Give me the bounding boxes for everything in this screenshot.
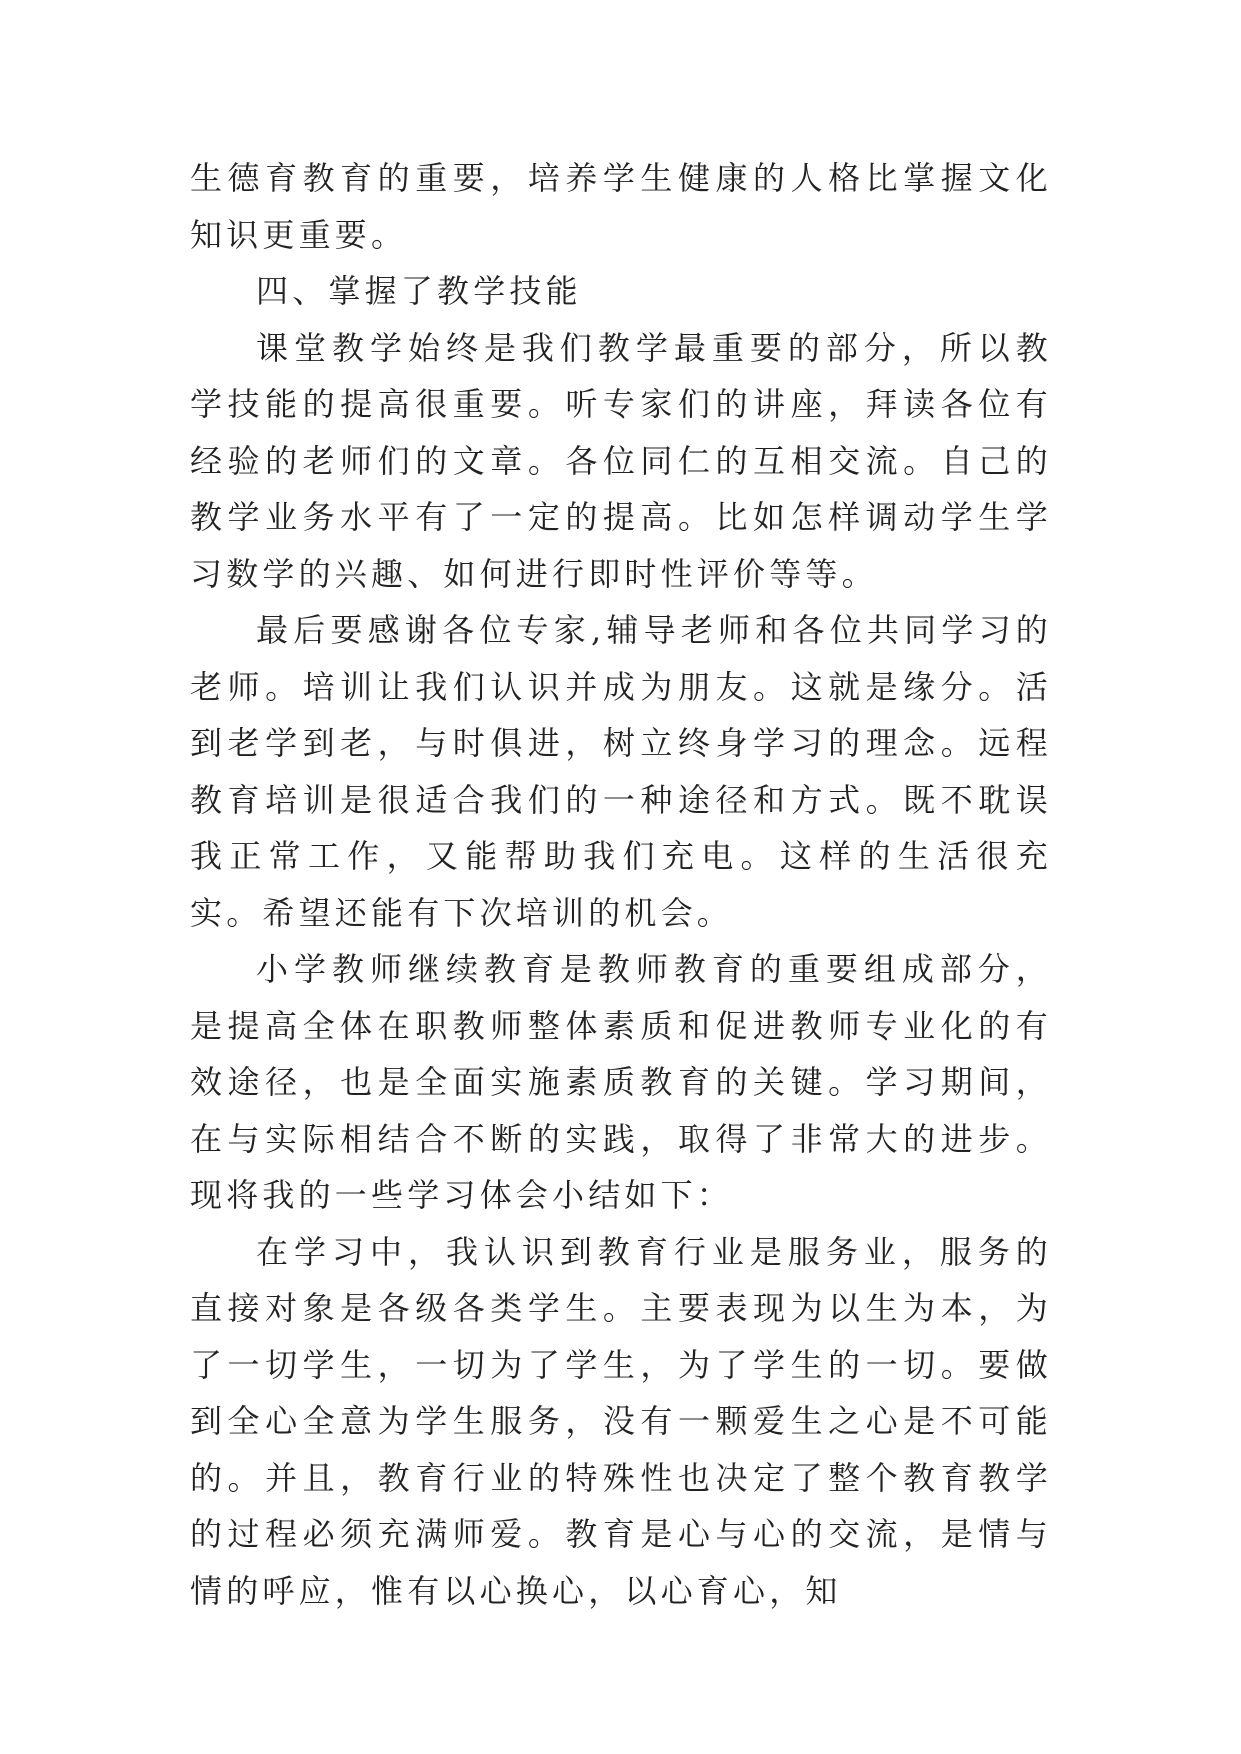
paragraph-2: 课堂教学始终是我们教学最重要的部分，所以教学技能的提高很重要。听专家们的讲座，拜读各位有经验的老师们的文章。各位同仁的互相交流。自己的教学业务水平有了一定的提高。比如怎样调动学生学习数学的兴趣、如何进行即时性评价等等。 — [190, 328, 1052, 593]
document-body — [190, 150, 1052, 1619]
paragraph-1: 生德育教育的重要，培养学生健康的人格比掌握文化知识更重要。 — [190, 159, 1052, 254]
paragraph-5: 在学习中，我认识到教育行业是服务业，服务的直接对象是各级各类学生。主要表现为以生为本，为了一切学生，一切为了学生，为了学生的一切。要做到全心全意为学生服务，没有一颗爱生之心是不可能的。并且，教育行业的特殊性也决定了整个教育教学的过程必须充满师爱。教育是心与心的交流，是情与情的呼应，惟有以心换心，以心育心，知 — [190, 1232, 1052, 1610]
paragraph-4: 小学教师继续教育是教师教育的重要组成部分，是提高全体在职教师整体素质和促进教师专业化的有效途径，也是全面实施素质教育的关键。学习期间，在与实际相结合不断的实践，取得了非常大的进步。现将我的一些学习体会小结如下： — [190, 950, 1052, 1214]
paragraph-3: 最后要感谢各位专家,辅导老师和各位共同学习的老师。培训让我们认识并成为朋友。这就是缘分。活到老学到老，与时俱进，树立终身学习的理念。远程教育培训是很适合我们的一种途径和方式。既不耽误我正常工作，又能帮助我们充电。这样的生活很充实。希望还能有下次培训的机会。 — [190, 611, 1052, 932]
section-heading: 四、掌握了教学技能 — [256, 272, 582, 310]
